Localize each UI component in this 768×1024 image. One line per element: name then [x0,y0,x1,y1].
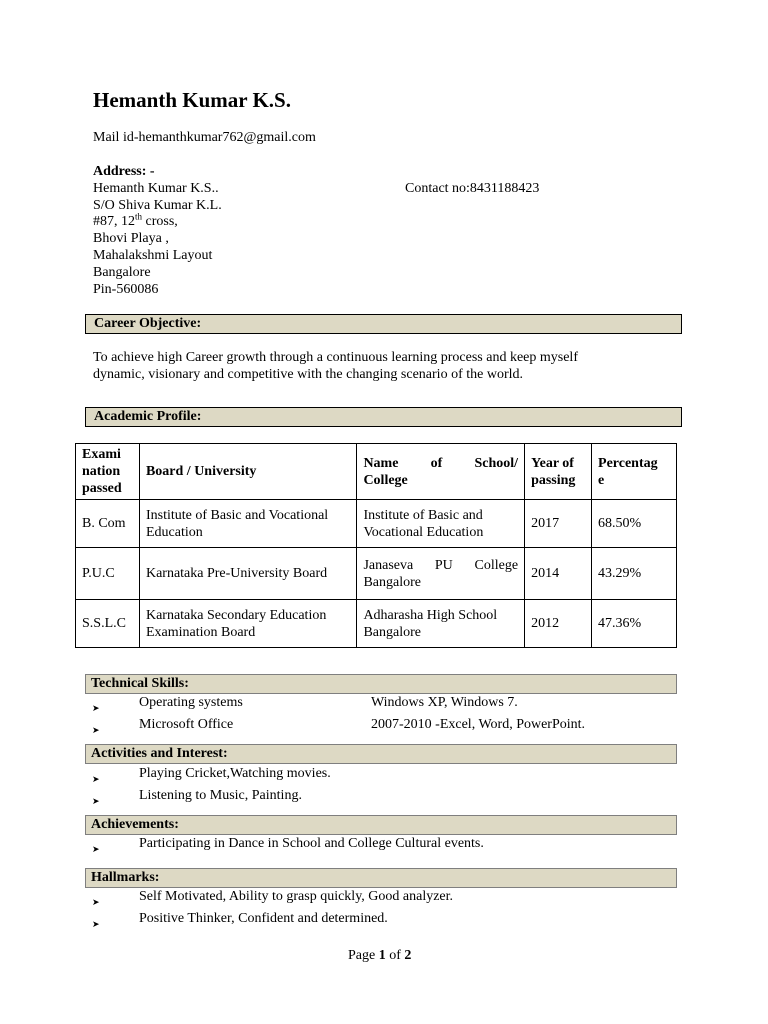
address-label: Address: - [93,164,155,179]
row-year: 2012 [525,600,592,648]
row-exam: S.S.L.C [76,600,140,648]
achievement-item: Participating in Dance in School and College Cultural events. [139,836,484,851]
row-board [139,600,356,648]
achievements-title: Achievements: [91,817,179,832]
header-exam-l1: Exami [82,447,121,462]
career-line-2: dynamic, visionary and competitive with the changing scenario of the world. [93,367,523,382]
row-school-l2: Vocational Education [363,524,484,540]
row-school-l1: Janaseva PU College [363,557,519,573]
mail-id: Mail id-hemanthkumar762@gmail.com [93,130,316,145]
career-line-1: To achieve high Career growth through a continuous learning process and keep myself [93,350,578,365]
row-board-l1: Karnataka Secondary Education [145,607,327,623]
row-school-l1: Institute of Basic and [363,507,483,523]
row-board: Karnataka Pre-University Board [139,548,356,600]
career-objective-title: Career Objective: [94,316,202,331]
header-exam-l2: nation [82,464,121,479]
row-board-l2: Examination Board [145,624,256,640]
hallmarks-title: Hallmarks: [91,870,160,885]
header-percentage [592,444,677,500]
header-school-l1: Name of School/ [363,455,519,471]
row-school-l1: Adharasha High School [363,607,498,623]
page-number [348,947,411,964]
arrowhead-bullet-icon: ➤ [92,725,100,735]
address-street [93,213,178,230]
table-row [76,548,677,600]
header-exam-l3: passed [82,481,122,496]
row-percentage: 43.29% [592,548,677,600]
career-objective-text [93,349,653,383]
header-year-l1: Year of [531,455,574,471]
arrowhead-bullet-icon: ➤ [92,703,100,713]
row-exam: B. Com [76,500,140,548]
candidate-name: Hemanth Kumar K.S. [93,88,291,112]
activity-item: Listening to Music, Painting. [139,788,302,803]
street-sup: th [135,211,143,222]
row-school [357,548,525,600]
hallmark-item: Self Motivated, Ability to grasp quickly, Good analyzer. [139,889,454,904]
arrowhead-bullet-icon: ➤ [92,774,100,784]
academic-profile-heading [85,407,682,427]
row-board-l2: Education [145,524,203,540]
address-line-3: Bhovi Playa , [93,231,169,246]
row-exam: P.U.C [76,548,140,600]
technical-skills-heading [85,674,677,694]
table-row [76,500,677,548]
activities-title: Activities and Interest: [91,746,228,761]
header-year-l2: passing [531,472,576,488]
row-percentage: 68.50% [592,500,677,548]
row-year: 2017 [525,500,592,548]
arrowhead-bullet-icon: ➤ [92,897,100,907]
activity-item: Playing Cricket,Watching movies. [139,766,331,781]
header-school [357,444,525,500]
arrowhead-bullet-icon: ➤ [92,919,100,929]
address-line-2: S/O Shiva Kumar K.L. [93,198,222,213]
address-line-6: Pin-560086 [93,282,159,297]
page-prefix: Page [348,948,379,963]
header-year [525,444,592,500]
achievements-heading [85,815,677,835]
row-school [357,500,525,548]
skill-label: Microsoft Office [139,717,234,732]
header-board: Board / University [139,444,356,500]
table-row [76,600,677,648]
page-of: of [385,948,405,963]
academic-table [75,443,677,648]
skill-label: Operating systems [139,695,243,710]
row-school-l2: Bangalore [363,574,421,590]
arrowhead-bullet-icon: ➤ [92,844,100,854]
address-line-1: Hemanth Kumar K.S.. [93,181,219,196]
header-school-l2: College [363,472,408,488]
header-exam [76,444,140,500]
row-percentage: 47.36% [592,600,677,648]
table-header-row [76,444,677,500]
row-board-l1: Institute of Basic and Vocational [145,507,329,523]
skill-value: Windows XP, Windows 7. [371,695,518,710]
address-line-5: Bangalore [93,265,151,280]
career-objective-heading [85,314,682,334]
academic-profile-title: Academic Profile: [94,409,202,424]
row-school-l2: Bangalore [363,624,421,640]
row-board [139,500,356,548]
address-line-4: Mahalakshmi Layout [93,248,213,263]
technical-skills-title: Technical Skills: [91,676,189,691]
header-pct-l1: Percentag [598,455,658,471]
street-number: #87, 12 [93,214,135,229]
skill-value: 2007-2010 -Excel, Word, PowerPoint. [371,717,586,732]
activities-heading [85,744,677,764]
street-rest: cross, [142,214,178,229]
row-year: 2014 [525,548,592,600]
hallmarks-heading [85,868,677,888]
header-pct-l2: e [598,472,605,488]
page-current: 1 [378,948,386,963]
contact-number: Contact no:8431188423 [405,181,540,196]
row-school [357,600,525,648]
page-total: 2 [404,948,412,963]
arrowhead-bullet-icon: ➤ [92,796,100,806]
hallmark-item: Positive Thinker, Confident and determined. [139,911,388,926]
